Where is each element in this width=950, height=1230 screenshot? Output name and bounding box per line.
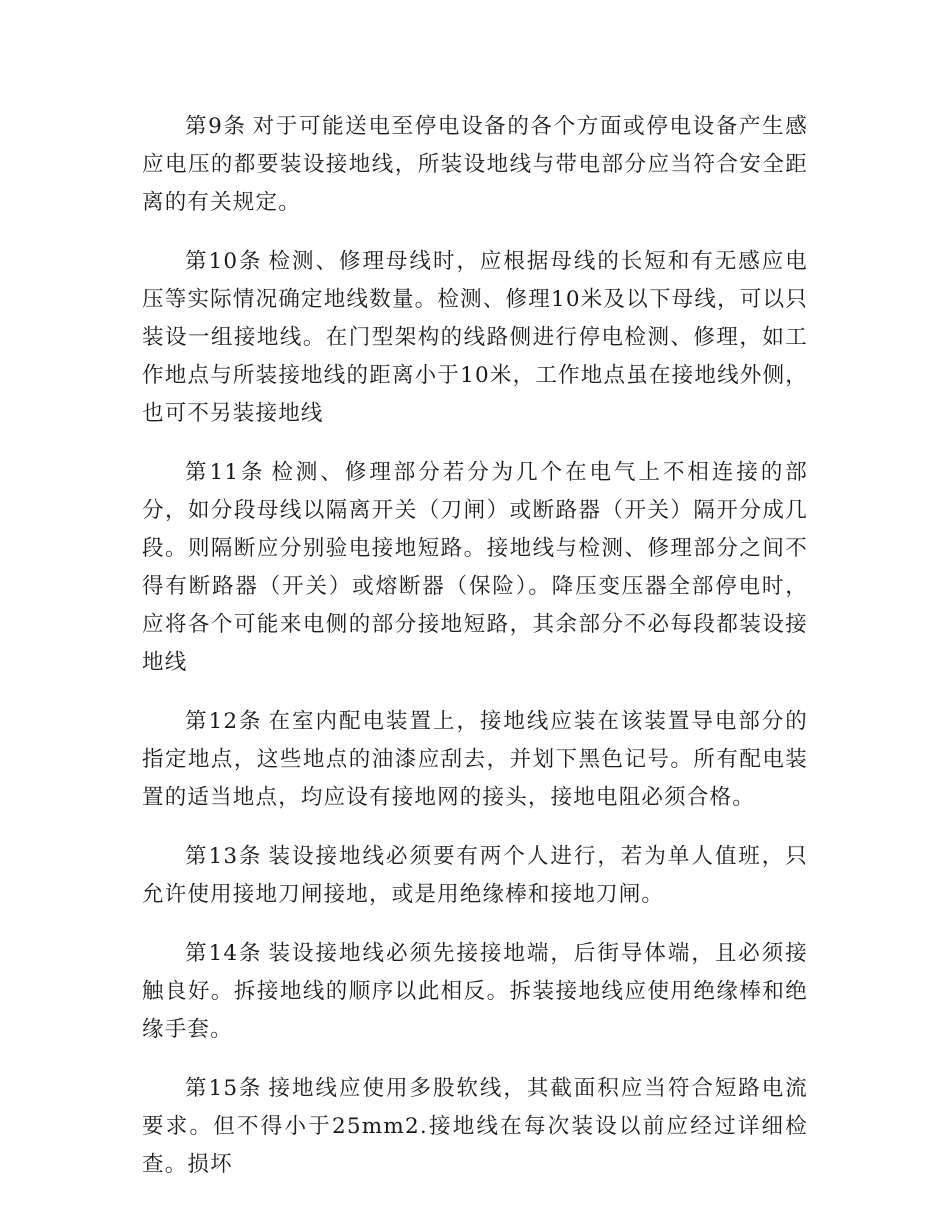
document-body [142, 108, 808, 1205]
paragraph-clause-9 [142, 108, 808, 222]
paragraph-clause-11 [142, 454, 808, 682]
clause-number: 第9条 [185, 114, 247, 139]
paragraph-clause-10 [142, 243, 808, 433]
clause-text: 检测、修理母线时，应根据母线的长短和有无感应电压等实际情况确定地线数量。检测、修理10米及以下母线，可以只装设一组接地线。在门型架构的线路侧进行停电检测、修理，如工作地点与所装接地线的距离小于10米，工作地点虽在接地线外侧，也可不另装接地线 [142, 249, 808, 426]
clause-number: 第10条 [185, 249, 263, 274]
paragraph-clause-13 [142, 838, 808, 914]
clause-number: 第11条 [185, 460, 266, 485]
clause-text: 检测、修理部分若分为几个在电气上不相连接的部分，如分段母线以隔离开关（刀闸）或断路器（开关）隔开分成几段。则隔断应分别验电接地短路。接地线与检测、修理部分之间不得有断路器（开关）或熔断器（保险）。降压变压器全部停电时，应将各个可能来电侧的部分接地短路，其余部分不必每段都装设接地线 [142, 460, 808, 675]
paragraph-clause-12 [142, 703, 808, 817]
paragraph-clause-15 [142, 1070, 808, 1184]
clause-number: 第15条 [185, 1076, 263, 1101]
clause-text: 装设接地线必须要有两个人进行，若为单人值班，只允许使用接地刀闸接地，或是用绝缘棒和接地刀闸。 [142, 844, 808, 907]
clause-number: 第13条 [185, 844, 263, 869]
clause-number: 第14条 [185, 941, 263, 966]
clause-text: 装设接地线必须先接接地端，后街导体端，且必须接触良好。拆接地线的顺序以此相反。拆装接地线应使用绝缘棒和绝缘手套。 [142, 941, 808, 1042]
clause-text: 对于可能送电至停电设备的各个方面或停电设备产生感应电压的都要装设接地线，所装设地线与带电部分应当符合安全距离的有关规定。 [142, 114, 808, 215]
clause-number: 第12条 [185, 709, 263, 734]
clause-text: 接地线应使用多股软线，其截面积应当符合短路电流要求。但不得小于25mm2.接地线在每次装设以前应经过详细检查。损坏 [142, 1076, 808, 1177]
clause-text: 在室内配电装置上，接地线应装在该装置导电部分的指定地点，这些地点的油漆应刮去，并划下黑色记号。所有配电装置的适当地点，均应设有接地网的接头，接地电阻必须合格。 [142, 709, 808, 810]
paragraph-clause-14 [142, 935, 808, 1049]
